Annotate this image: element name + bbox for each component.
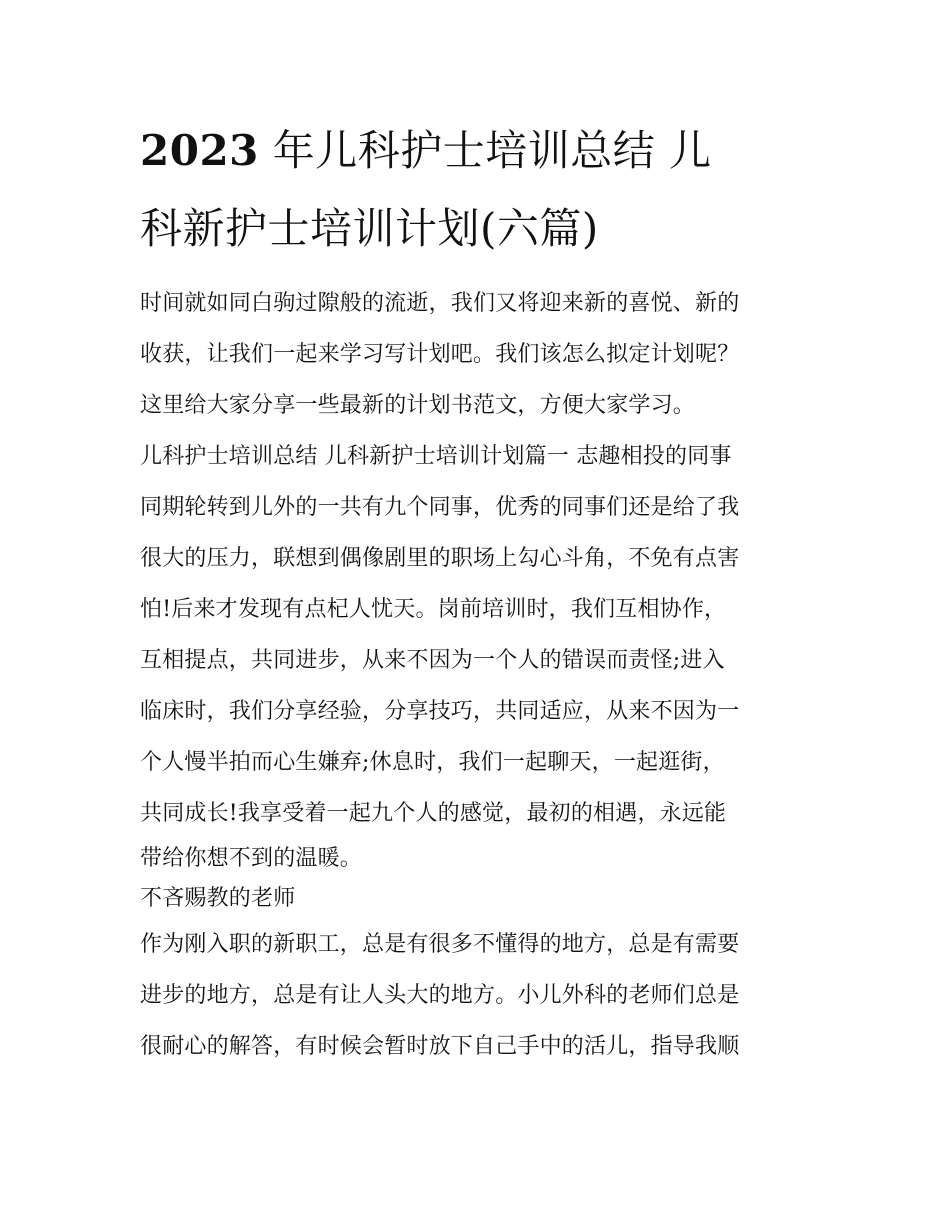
- title-line-1: [140, 112, 820, 190]
- body-line: 临床时，我们分享经验，分享技巧，共同适应，从来不因为一: [140, 699, 740, 724]
- body-line: 时间就如同白驹过隙般的流逝，我们又将迎来新的喜悦、新的: [140, 291, 740, 316]
- body-line: 带给你想不到的温暖。: [140, 846, 363, 871]
- body-line: 怕!后来才发现有点杞人忧天。岗前培训时，我们互相协作，: [140, 597, 727, 622]
- title-line-2: [140, 190, 820, 268]
- body-line: 作为刚入职的新职工，总是有很多不懂得的地方，总是有需要: [140, 932, 740, 957]
- body-line: 同期轮转到儿外的一共有九个同事，优秀的同事们还是给了我: [140, 495, 740, 520]
- document-body: [140, 278, 820, 1072]
- body-line: 很耐心的解答，有时候会暂时放下自己手中的活儿，指导我顺: [140, 1034, 740, 1059]
- title-year: 2023: [140, 126, 259, 175]
- document-title: [140, 112, 820, 268]
- title-line-2-text: 科新护士培训计划(六篇): [140, 204, 599, 253]
- body-line: 这里给大家分享一些最新的计划书范文，方便大家学习。: [140, 393, 696, 418]
- body-line: 收获，让我们一起来学习写计划吧。我们该怎么拟定计划呢？: [140, 342, 740, 367]
- body-line: 共同成长!我享受着一起九个人的感觉，最初的相遇，永远能: [140, 801, 727, 826]
- body-line: 个人慢半拍而心生嫌弃;休息时，我们一起聊天，一起逛街，: [140, 750, 725, 775]
- section-heading: 不吝赐教的老师: [140, 886, 296, 911]
- body-line: 互相提点，共同进步，从来不因为一个人的错误而责怪;进入: [140, 648, 725, 673]
- body-line: 很大的压力，联想到偶像剧里的职场上勾心斗角，不免有点害: [140, 546, 740, 571]
- title-line-1-text: 年儿科护士培训总结 儿: [258, 126, 712, 175]
- body-line: 儿科护士培训总结 儿科新护士培训计划篇一 志趣相投的同事: [140, 444, 732, 469]
- body-line: 进步的地方，总是有让人头大的地方。小儿外科的老师们总是: [140, 983, 740, 1008]
